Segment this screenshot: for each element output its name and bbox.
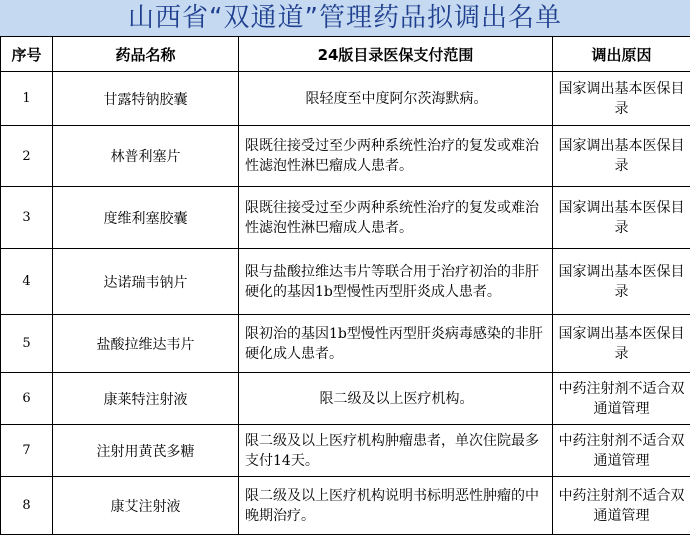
row-scope: 限与盐酸拉维达韦片等联合用于治疗初治的非肝硬化的基因1b型慢性丙型肝炎成人患者。	[239, 249, 553, 315]
row-drug-name: 盐酸拉维达韦片	[53, 315, 239, 373]
header-reason: 调出原因	[553, 37, 690, 72]
table-row	[1, 477, 690, 535]
row-index: 1	[1, 72, 53, 126]
table-row	[1, 373, 690, 425]
row-index: 2	[1, 126, 53, 187]
row-reason: 国家调出基本医保目录	[553, 315, 690, 373]
row-index: 8	[1, 477, 53, 535]
row-index: 3	[1, 187, 53, 249]
row-drug-name: 康艾注射液	[53, 477, 239, 535]
row-reason: 国家调出基本医保目录	[553, 72, 690, 126]
row-index: 4	[1, 249, 53, 315]
row-index: 5	[1, 315, 53, 373]
table-row	[1, 187, 690, 249]
row-drug-name: 林普利塞片	[53, 126, 239, 187]
table-row	[1, 72, 690, 126]
row-drug-name: 甘露特钠胶囊	[53, 72, 239, 126]
row-index: 6	[1, 373, 53, 425]
row-drug-name: 度维利塞胶囊	[53, 187, 239, 249]
row-drug-name: 达诺瑞韦钠片	[53, 249, 239, 315]
row-index: 7	[1, 425, 53, 477]
table-row	[1, 315, 690, 373]
row-reason: 中药注射剂不适合双通道管理	[553, 477, 690, 535]
row-scope: 限二级及以上医疗机构肿瘤患者，单次住院最多支付14天。	[239, 425, 553, 477]
row-reason: 国家调出基本医保目录	[553, 187, 690, 249]
row-reason: 中药注射剂不适合双通道管理	[553, 373, 690, 425]
row-drug-name: 康莱特注射液	[53, 373, 239, 425]
row-scope: 限既往接受过至少两种系统性治疗的复发或难治性滤泡性淋巴瘤成人患者。	[239, 126, 553, 187]
header-drug-name: 药品名称	[53, 37, 239, 72]
row-reason: 国家调出基本医保目录	[553, 126, 690, 187]
row-drug-name: 注射用黄芪多糖	[53, 425, 239, 477]
table-row	[1, 249, 690, 315]
row-scope: 限二级及以上医疗机构说明书标明恶性肿瘤的中晚期治疗。	[239, 477, 553, 535]
row-scope: 限轻度至中度阿尔茨海默病。	[239, 72, 553, 126]
drug-table	[0, 36, 690, 535]
row-scope: 限初治的基因1b型慢性丙型肝炎病毒感染的非肝硬化成人患者。	[239, 315, 553, 373]
table-header-row	[1, 37, 690, 72]
header-index: 序号	[1, 37, 53, 72]
table-row	[1, 425, 690, 477]
row-reason: 中药注射剂不适合双通道管理	[553, 425, 690, 477]
header-scope: 24版目录医保支付范围	[239, 37, 553, 72]
page-title: 山西省“双通道”管理药品拟调出名单	[0, 0, 690, 36]
row-scope: 限既往接受过至少两种系统性治疗的复发或难治性滤泡性淋巴瘤成人患者。	[239, 187, 553, 249]
row-reason: 国家调出基本医保目录	[553, 249, 690, 315]
table-row	[1, 126, 690, 187]
row-scope: 限二级及以上医疗机构。	[239, 373, 553, 425]
